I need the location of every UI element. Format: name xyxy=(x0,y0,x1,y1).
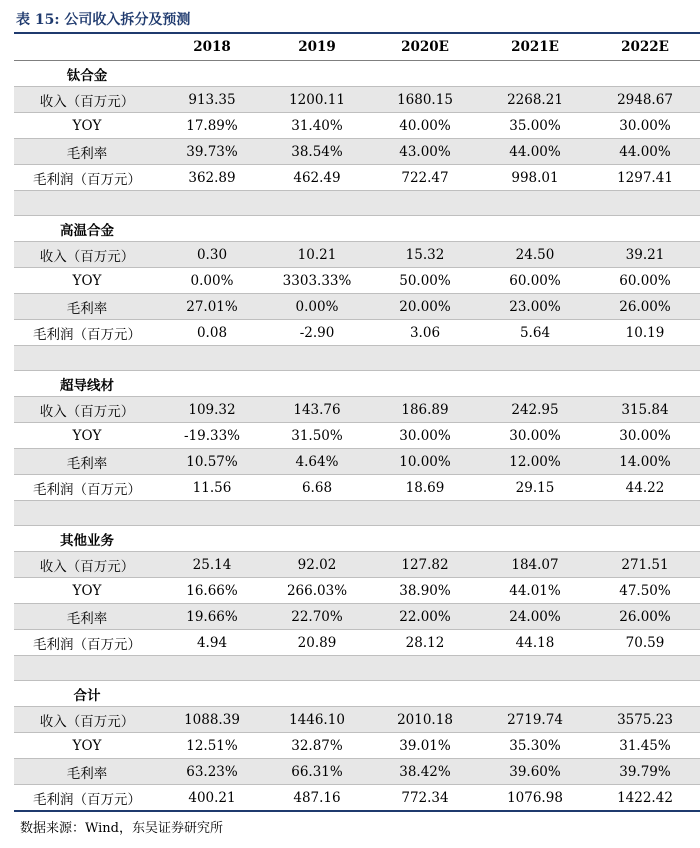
value-cell: 487.16 xyxy=(264,785,370,812)
empty-cell xyxy=(590,371,700,397)
table-row xyxy=(14,604,700,630)
empty-cell xyxy=(370,216,480,242)
empty-cell xyxy=(370,371,480,397)
value-cell: 1422.42 xyxy=(590,785,700,812)
spacer-row xyxy=(14,346,700,371)
value-cell: 0.00% xyxy=(160,268,264,294)
value-cell: 50.00% xyxy=(370,268,480,294)
value-cell: 3575.23 xyxy=(590,707,700,733)
value-cell: 2268.21 xyxy=(480,87,590,113)
spacer-cell xyxy=(14,346,700,371)
value-cell: 2948.67 xyxy=(590,87,700,113)
value-cell: -2.90 xyxy=(264,320,370,346)
value-cell: 16.66% xyxy=(160,578,264,604)
value-cell: 28.12 xyxy=(370,630,480,656)
table-row xyxy=(14,475,700,501)
row-label: 收入（百万元） xyxy=(14,707,160,733)
row-label: 毛利润（百万元） xyxy=(14,320,160,346)
value-cell: 271.51 xyxy=(590,552,700,578)
section-title: 高温合金 xyxy=(14,216,160,242)
value-cell: 60.00% xyxy=(590,268,700,294)
value-cell: 4.64% xyxy=(264,449,370,475)
value-cell: 39.73% xyxy=(160,139,264,165)
table-row xyxy=(14,759,700,785)
section-row xyxy=(14,681,700,707)
table-row xyxy=(14,268,700,294)
value-cell: 60.00% xyxy=(480,268,590,294)
value-cell: 24.50 xyxy=(480,242,590,268)
value-cell: 44.18 xyxy=(480,630,590,656)
value-cell: 20.00% xyxy=(370,294,480,320)
value-cell: 70.59 xyxy=(590,630,700,656)
table-row xyxy=(14,242,700,268)
row-label: 收入（百万元） xyxy=(14,242,160,268)
spacer-row xyxy=(14,656,700,681)
value-cell: 27.01% xyxy=(160,294,264,320)
empty-cell xyxy=(370,681,480,707)
value-cell: 17.89% xyxy=(160,113,264,139)
value-cell: 0.08 xyxy=(160,320,264,346)
value-cell: 0.30 xyxy=(160,242,264,268)
table-row xyxy=(14,785,700,812)
value-cell: 25.14 xyxy=(160,552,264,578)
value-cell: 22.70% xyxy=(264,604,370,630)
header-row xyxy=(14,34,700,61)
row-label: YOY xyxy=(14,423,160,449)
value-cell: 722.47 xyxy=(370,165,480,191)
value-cell: 6.68 xyxy=(264,475,370,501)
row-label: YOY xyxy=(14,113,160,139)
section-row xyxy=(14,371,700,397)
column-header: 2020E xyxy=(370,34,480,61)
value-cell: 31.50% xyxy=(264,423,370,449)
value-cell: 63.23% xyxy=(160,759,264,785)
spacer-row xyxy=(14,191,700,216)
value-cell: 462.49 xyxy=(264,165,370,191)
value-cell: 43.00% xyxy=(370,139,480,165)
section-row xyxy=(14,216,700,242)
value-cell: 10.21 xyxy=(264,242,370,268)
table-row xyxy=(14,113,700,139)
value-cell: 44.01% xyxy=(480,578,590,604)
value-cell: 2719.74 xyxy=(480,707,590,733)
financial-table xyxy=(14,34,700,812)
value-cell: 15.32 xyxy=(370,242,480,268)
value-cell: 266.03% xyxy=(264,578,370,604)
row-label: 毛利润（百万元） xyxy=(14,165,160,191)
value-cell: 14.00% xyxy=(590,449,700,475)
value-cell: -19.33% xyxy=(160,423,264,449)
empty-cell xyxy=(160,526,264,552)
row-label: 毛利润（百万元） xyxy=(14,785,160,812)
value-cell: 38.54% xyxy=(264,139,370,165)
value-cell: 38.42% xyxy=(370,759,480,785)
value-cell: 39.79% xyxy=(590,759,700,785)
value-cell: 2010.18 xyxy=(370,707,480,733)
value-cell: 362.89 xyxy=(160,165,264,191)
empty-cell xyxy=(370,61,480,87)
value-cell: 1680.15 xyxy=(370,87,480,113)
table-row xyxy=(14,320,700,346)
value-cell: 12.51% xyxy=(160,733,264,759)
value-cell: 39.21 xyxy=(590,242,700,268)
column-header: 2021E xyxy=(480,34,590,61)
value-cell: 5.64 xyxy=(480,320,590,346)
empty-cell xyxy=(590,526,700,552)
value-cell: 109.32 xyxy=(160,397,264,423)
value-cell: 315.84 xyxy=(590,397,700,423)
value-cell: 12.00% xyxy=(480,449,590,475)
empty-cell xyxy=(370,526,480,552)
value-cell: 1088.39 xyxy=(160,707,264,733)
table-row xyxy=(14,139,700,165)
value-cell: 998.01 xyxy=(480,165,590,191)
empty-cell xyxy=(264,216,370,242)
table-row xyxy=(14,707,700,733)
value-cell: 1297.41 xyxy=(590,165,700,191)
empty-cell xyxy=(160,681,264,707)
value-cell: 20.89 xyxy=(264,630,370,656)
value-cell: 10.19 xyxy=(590,320,700,346)
empty-cell xyxy=(264,61,370,87)
spacer-cell xyxy=(14,191,700,216)
table-row xyxy=(14,733,700,759)
value-cell: 1076.98 xyxy=(480,785,590,812)
row-label: 毛利率 xyxy=(14,759,160,785)
row-label: YOY xyxy=(14,733,160,759)
row-label: YOY xyxy=(14,578,160,604)
row-label: 收入（百万元） xyxy=(14,87,160,113)
spacer-row xyxy=(14,501,700,526)
value-cell: 30.00% xyxy=(480,423,590,449)
spacer-cell xyxy=(14,501,700,526)
value-cell: 32.87% xyxy=(264,733,370,759)
value-cell: 4.94 xyxy=(160,630,264,656)
value-cell: 35.30% xyxy=(480,733,590,759)
row-label: 收入（百万元） xyxy=(14,397,160,423)
section-row xyxy=(14,526,700,552)
value-cell: 44.22 xyxy=(590,475,700,501)
empty-cell xyxy=(264,681,370,707)
row-label: 毛利润（百万元） xyxy=(14,630,160,656)
column-header: 2018 xyxy=(160,34,264,61)
column-header: 2019 xyxy=(264,34,370,61)
table-row xyxy=(14,423,700,449)
spacer-cell xyxy=(14,656,700,681)
empty-cell xyxy=(590,61,700,87)
row-label: 毛利润（百万元） xyxy=(14,475,160,501)
row-label: 毛利率 xyxy=(14,294,160,320)
table-title: 表 15: 公司收入拆分及预测 xyxy=(16,12,191,28)
empty-cell xyxy=(160,61,264,87)
empty-cell xyxy=(480,526,590,552)
empty-cell xyxy=(160,216,264,242)
value-cell: 26.00% xyxy=(590,604,700,630)
value-cell: 10.57% xyxy=(160,449,264,475)
value-cell: 39.60% xyxy=(480,759,590,785)
value-cell: 772.34 xyxy=(370,785,480,812)
table-row xyxy=(14,552,700,578)
empty-cell xyxy=(480,61,590,87)
section-title: 合计 xyxy=(14,681,160,707)
value-cell: 18.69 xyxy=(370,475,480,501)
row-label: 毛利率 xyxy=(14,139,160,165)
value-cell: 44.00% xyxy=(480,139,590,165)
value-cell: 29.15 xyxy=(480,475,590,501)
section-title: 超导线材 xyxy=(14,371,160,397)
table-row xyxy=(14,294,700,320)
source-note: 数据来源：Wind，东吴证券研究所 xyxy=(20,821,223,836)
value-cell: 913.35 xyxy=(160,87,264,113)
value-cell: 30.00% xyxy=(590,423,700,449)
value-cell: 11.56 xyxy=(160,475,264,501)
value-cell: 1200.11 xyxy=(264,87,370,113)
empty-cell xyxy=(160,371,264,397)
value-cell: 30.00% xyxy=(590,113,700,139)
empty-cell xyxy=(590,216,700,242)
value-cell: 3303.33% xyxy=(264,268,370,294)
table-row xyxy=(14,449,700,475)
table-row xyxy=(14,87,700,113)
header-corner xyxy=(14,34,160,61)
value-cell: 39.01% xyxy=(370,733,480,759)
row-label: 收入（百万元） xyxy=(14,552,160,578)
value-cell: 186.89 xyxy=(370,397,480,423)
section-title: 其他业务 xyxy=(14,526,160,552)
value-cell: 242.95 xyxy=(480,397,590,423)
value-cell: 30.00% xyxy=(370,423,480,449)
table-row xyxy=(14,630,700,656)
value-cell: 3.06 xyxy=(370,320,480,346)
value-cell: 184.07 xyxy=(480,552,590,578)
value-cell: 38.90% xyxy=(370,578,480,604)
value-cell: 31.40% xyxy=(264,113,370,139)
column-header: 2022E xyxy=(590,34,700,61)
value-cell: 400.21 xyxy=(160,785,264,812)
empty-cell xyxy=(480,681,590,707)
value-cell: 1446.10 xyxy=(264,707,370,733)
value-cell: 19.66% xyxy=(160,604,264,630)
value-cell: 31.45% xyxy=(590,733,700,759)
empty-cell xyxy=(480,216,590,242)
table-row xyxy=(14,165,700,191)
value-cell: 23.00% xyxy=(480,294,590,320)
empty-cell xyxy=(264,371,370,397)
row-label: YOY xyxy=(14,268,160,294)
value-cell: 10.00% xyxy=(370,449,480,475)
value-cell: 143.76 xyxy=(264,397,370,423)
section-row xyxy=(14,61,700,87)
empty-cell xyxy=(480,371,590,397)
value-cell: 92.02 xyxy=(264,552,370,578)
empty-cell xyxy=(264,526,370,552)
row-label: 毛利率 xyxy=(14,449,160,475)
value-cell: 22.00% xyxy=(370,604,480,630)
value-cell: 40.00% xyxy=(370,113,480,139)
value-cell: 0.00% xyxy=(264,294,370,320)
value-cell: 26.00% xyxy=(590,294,700,320)
value-cell: 24.00% xyxy=(480,604,590,630)
section-title: 钛合金 xyxy=(14,61,160,87)
value-cell: 44.00% xyxy=(590,139,700,165)
value-cell: 47.50% xyxy=(590,578,700,604)
table-row xyxy=(14,578,700,604)
row-label: 毛利率 xyxy=(14,604,160,630)
value-cell: 127.82 xyxy=(370,552,480,578)
table-row xyxy=(14,397,700,423)
value-cell: 66.31% xyxy=(264,759,370,785)
table-body xyxy=(14,61,700,812)
value-cell: 35.00% xyxy=(480,113,590,139)
empty-cell xyxy=(590,681,700,707)
